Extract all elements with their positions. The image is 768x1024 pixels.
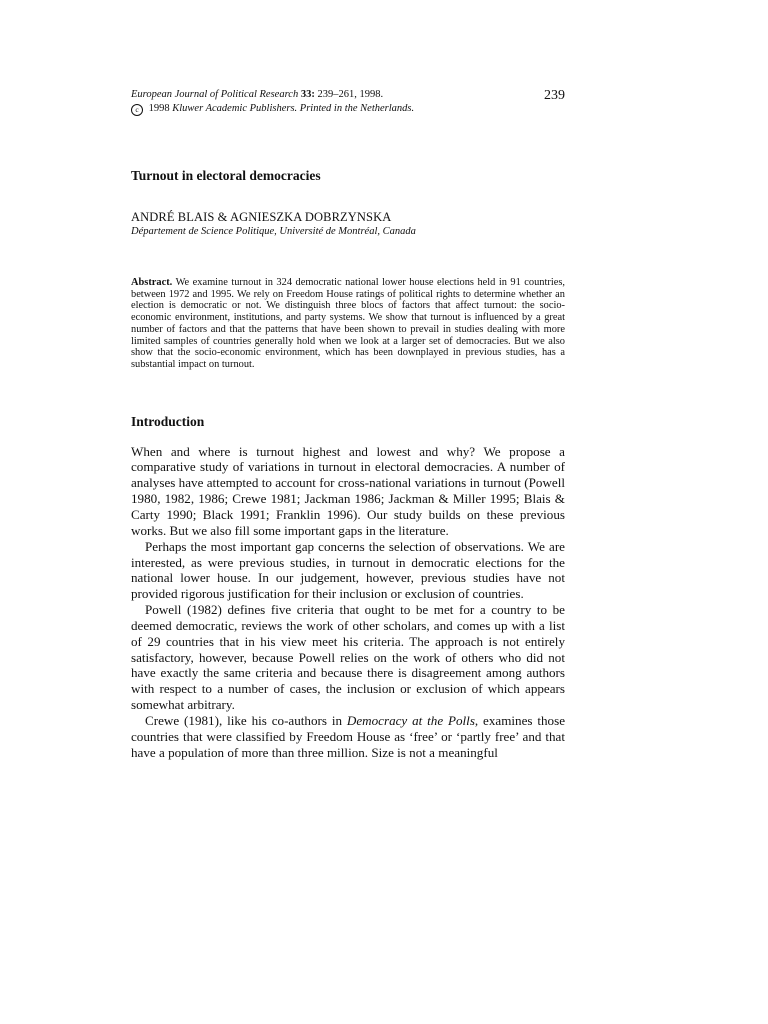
paragraph-4-start: Crewe (1981), like his co-authors in xyxy=(145,712,347,728)
journal-citation-line xyxy=(131,88,565,102)
author-affiliation: Département de Science Politique, Université de Montréal, Canada xyxy=(131,226,416,237)
publisher-note: Kluwer Academic Publishers. Printed in the Netherlands. xyxy=(172,103,415,114)
abstract xyxy=(131,277,565,371)
article-authors: ANDRÉ BLAIS & AGNIESZKA DOBRZYNSKA xyxy=(131,210,392,224)
copyright-year: 1998 xyxy=(146,103,173,114)
paragraph-4 xyxy=(131,713,565,761)
journal-pages-year: 239–261, 1998. xyxy=(314,89,384,100)
paragraph-4-end: , examines those countries that were classified by Freedom House as ‘free’ or ‘partly free’ and that have a population of more than three million. Size is not a meaningful xyxy=(131,712,566,760)
article-page xyxy=(131,88,565,761)
copyright-icon: c xyxy=(131,104,143,116)
copyright-line xyxy=(131,102,565,116)
paragraph-3: Powell (1982) defines five criteria that ought to be met for a country to be deemed democratic, reviews the work of other scholars, and comes up with a list of 29 countries that in his view meet his criteria. The approach is not entirely satisfactory, however, because Powell relies on the work of others who did not have exactly the same criteria and because there is disagreement among authors with respect to a number of cases, the inclusion or exclusion of which appears somewhat arbitrary. xyxy=(131,602,565,713)
abstract-text: We examine turnout in 324 democratic national lower house elections held in 91 countries, between 1972 and 1995. We rely on Freedom House ratings of political rights to determine whether an election is democratic or not. We distinguish three blocs of factors that affect turnout: the socio-economic environment, institutions, and party systems. We show that turnout is influenced by a great number of factors and that the patterns that have been shown to prevail in studies dealing with more limited samples of countries generally hold when we look at a larger set of democracies. But we also show that the socio-economic environment, which has been downplayed in previous studies, has a substantial impact on turnout. xyxy=(131,277,565,370)
paragraph-1: When and where is turnout highest and lowest and why? We propose a comparative study of variations in turnout in electoral democracies. A number of analyses have attempted to account for cross-national variations in turnout (Powell 1980, 1982, 1986; Crewe 1981; Jackman 1986; Jackman & Miller 1995; Blais & Carty 1990; Black 1991; Franklin 1996). Our study builds on these previous works. But we also fill some important gaps in the literature. xyxy=(131,443,565,538)
section-heading-introduction: Introduction xyxy=(131,413,205,429)
paragraph-2: Perhaps the most important gap concerns the selection of observations. We are interested, as were previous studies, in turnout in democratic elections for the national lower house. In our judgement, however, previous studies have not provided rigorous justification for their inclusion or exclusion of countries. xyxy=(131,538,565,602)
book-title: Democracy at the Polls xyxy=(346,712,475,728)
introduction-body xyxy=(131,444,565,761)
running-header xyxy=(131,88,565,122)
article-title: Turnout in electoral democracies xyxy=(131,168,321,183)
abstract-label: Abstract. xyxy=(131,277,173,288)
journal-volume: 33: xyxy=(300,89,315,100)
page-number: 239 xyxy=(544,88,565,103)
journal-name: European Journal of Political Research xyxy=(131,89,299,100)
